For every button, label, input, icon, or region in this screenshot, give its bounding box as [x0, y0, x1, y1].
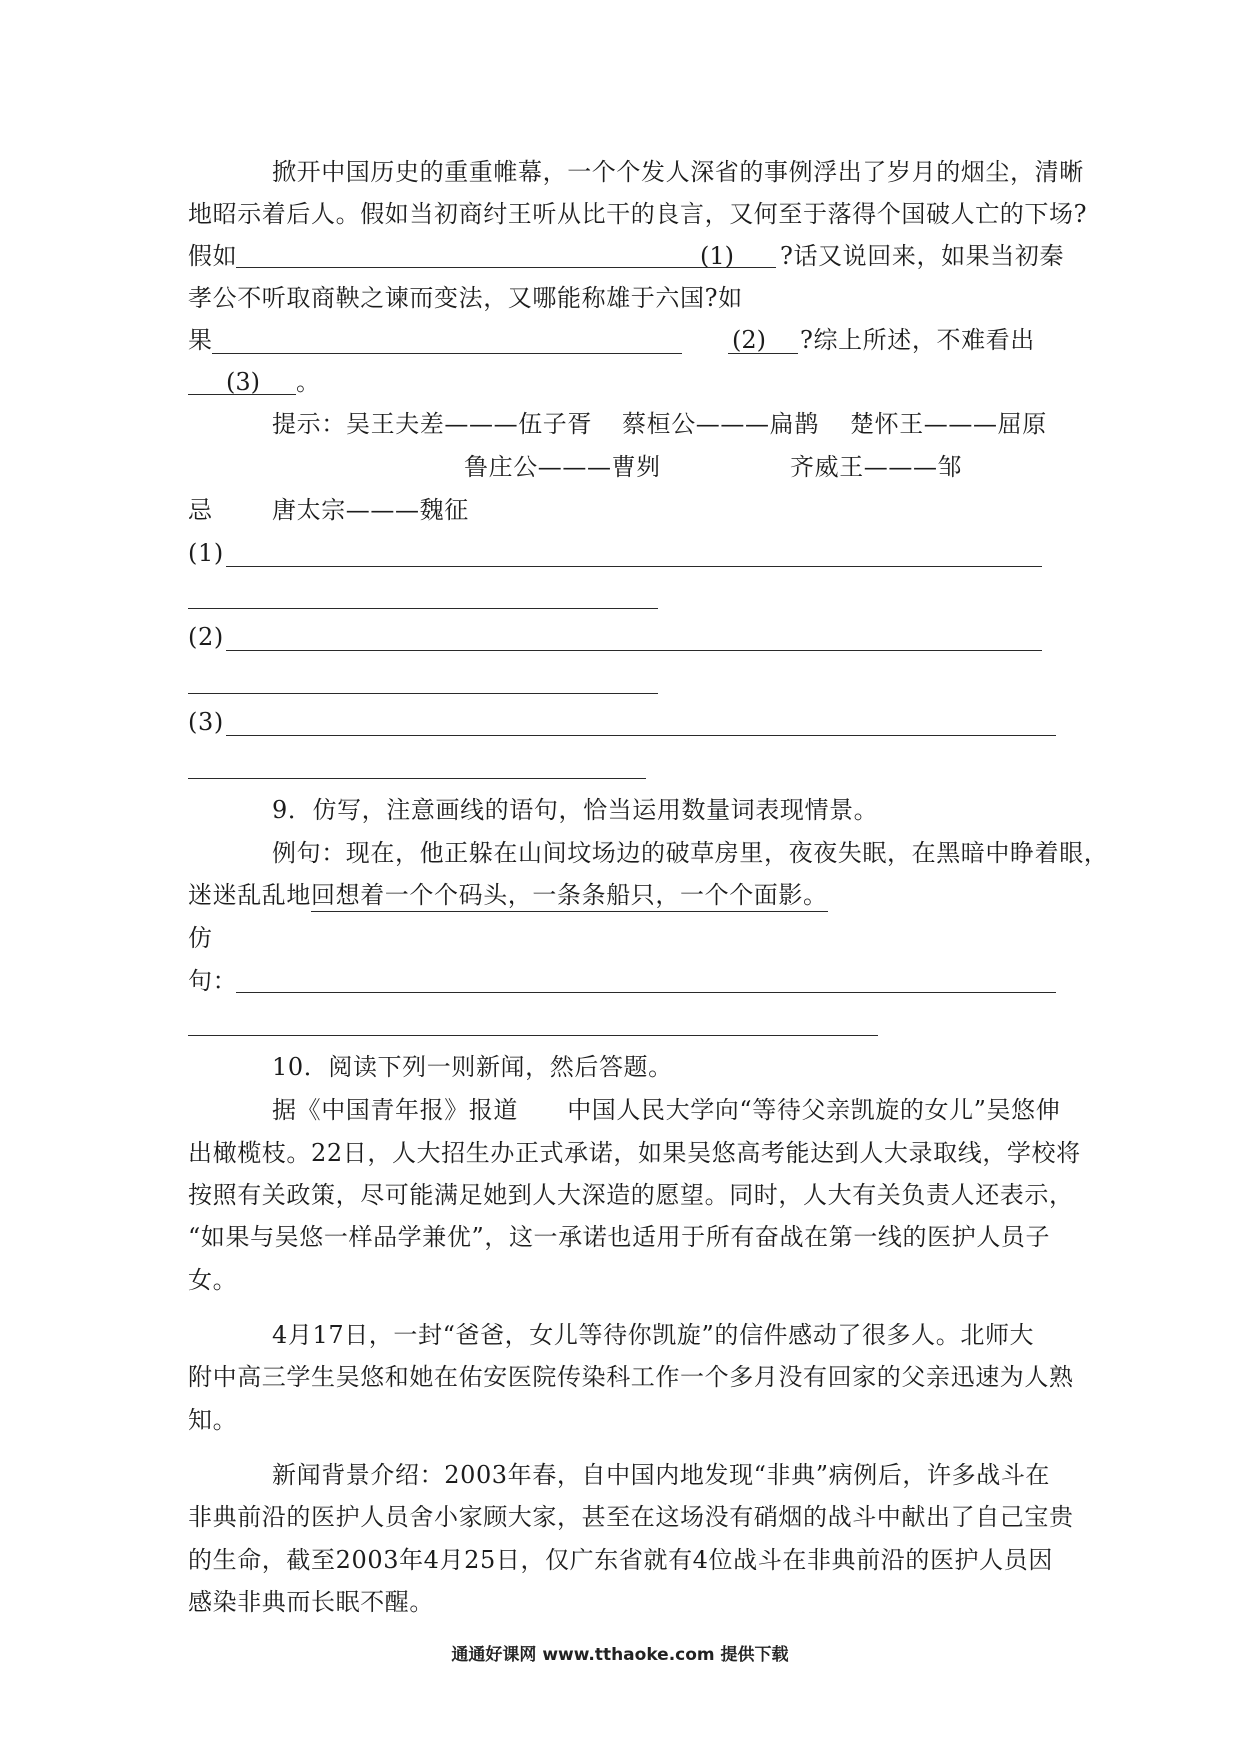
- passage-line-2: 地昭示着后人。假如当初商纣王听从比干的良言，又何至于落得个国破人亡的下场?: [188, 200, 1088, 228]
- passage-line-6-suffix: 。: [296, 368, 321, 396]
- blank-2-rule-a[interactable]: [212, 353, 682, 354]
- passage-line-3-prefix: 假如: [188, 242, 238, 270]
- hint-label: 提示：: [272, 410, 346, 438]
- q10-p3-line-1: 新闻背景介绍：2003年春，自中国内地发现“非典”病例后，许多战斗在: [272, 1461, 1051, 1489]
- q10-p1-line-5: 女。: [188, 1266, 238, 1294]
- q9-example-underlined: 回想着一个个码头，一条条船只，一个个面影。: [311, 881, 828, 912]
- passage-line-4: 孝公不听取商鞅之谏而变法，又哪能称雄于六国?如: [188, 284, 743, 312]
- q10-p1-line-1: 据《中国青年报》报道 中国人民大学向“等待父亲凯旋的女儿”吴悠伸: [272, 1096, 1061, 1124]
- q10-p2-line-1: 4月17日，一封“爸爸，女儿等待你凯旋”的信件感动了很多人。北师大: [272, 1321, 1035, 1349]
- blank-2-label: (2): [732, 326, 766, 354]
- answer-2-label: (2): [188, 623, 224, 651]
- q10-p1-line-4: “如果与吴悠一样品学兼优”，这一承诺也适用于所有奋战在第一线的医护人员子: [188, 1223, 1051, 1251]
- q10-p2-line-3: 知。: [188, 1406, 238, 1434]
- q10-p1-line-2: 出橄榄枝。22日，人大招生办正式承诺，如果吴悠高考能达到人大录取线，学校将: [188, 1139, 1081, 1167]
- q10-p1-line-3: 按照有关政策，尽可能满足她到人大深造的愿望。同时，人大有关负责人还表示，: [188, 1181, 1074, 1209]
- answer-3-label: (3): [188, 708, 224, 736]
- q10-p3-line-4: 感染非典而长眠不醒。: [188, 1588, 434, 1616]
- hint-pair-3: 楚怀王———屈原: [850, 410, 1047, 438]
- q10-title: 10．阅读下列一则新闻，然后答题。: [272, 1053, 673, 1081]
- hint-pair-2: 蔡桓公———扁鹊: [622, 410, 819, 438]
- blank-3-label: (3): [226, 368, 260, 396]
- q9-example-line-1: 例句：现在，他正躲在山间坟场边的破草房里，夜夜失眠，在黑暗中睁着眼，: [272, 839, 1109, 867]
- q9-example-plain: 迷迷乱乱地: [188, 881, 311, 909]
- q9-answer-rule-b[interactable]: [188, 1035, 878, 1036]
- hint-pair-5-b: 忌: [188, 496, 213, 524]
- passage-line-3-suffix: ?话又说回来，如果当初秦: [780, 242, 1065, 270]
- passage-line-5-suffix: ?综上所述，不难看出: [800, 326, 1035, 354]
- q9-imitate-label-2: 句：: [188, 967, 238, 995]
- answer-3-rule-a[interactable]: [226, 735, 1056, 736]
- hint-pair-6: 唐太宗———魏征: [272, 496, 469, 524]
- blank-1-label: (1): [700, 242, 734, 270]
- answer-1-rule-b[interactable]: [188, 608, 658, 609]
- q10-p3-line-3: 的生命，截至2003年4月25日，仅广东省就有4位战斗在非典前沿的医护人员因: [188, 1546, 1053, 1574]
- blank-1-rule[interactable]: [236, 267, 776, 268]
- hint-pair-4: 鲁庄公———曹刿: [464, 453, 661, 481]
- passage-line-5-prefix: 果: [188, 326, 213, 354]
- answer-1-rule-a[interactable]: [226, 566, 1042, 567]
- answer-2-rule-a[interactable]: [226, 650, 1042, 651]
- answer-1-label: (1): [188, 539, 224, 567]
- q9-title: 9．仿写，注意画线的语句，恰当运用数量词表现情景。: [272, 796, 879, 824]
- q10-p2-line-2: 附中高三学生吴悠和她在佑安医院传染科工作一个多月没有回家的父亲迅速为人熟: [188, 1363, 1074, 1391]
- page-footer: 通通好课网 www.tthaoke.com 提供下载: [451, 1645, 789, 1665]
- answer-2-rule-b[interactable]: [188, 693, 658, 694]
- hint-pair-5-a: 齐威王———邹: [790, 453, 963, 481]
- q10-p3-line-2: 非典前沿的医护人员舍小家顾大家，甚至在这场没有硝烟的战斗中献出了自己宝贵: [188, 1503, 1074, 1531]
- passage-line-1: 掀开中国历史的重重帷幕，一个个发人深省的事例浮出了岁月的烟尘，清晰: [272, 158, 1084, 186]
- q9-imitate-label-1: 仿: [188, 924, 213, 952]
- answer-3-rule-b[interactable]: [188, 778, 646, 779]
- q9-answer-rule-a[interactable]: [236, 992, 1056, 993]
- hint-pair-1: 吴王夫差———伍子胥: [346, 410, 592, 438]
